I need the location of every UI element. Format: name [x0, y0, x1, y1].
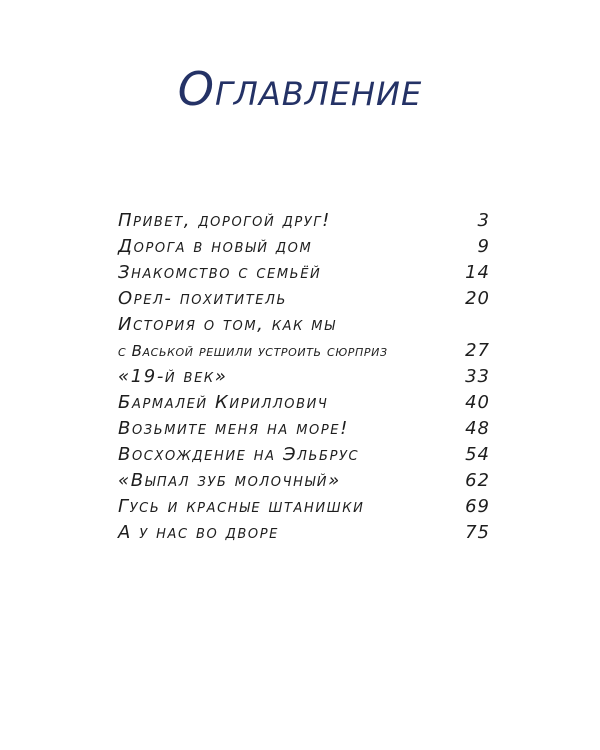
toc-entry [118, 288, 490, 314]
toc-entry-page: 54 [465, 444, 490, 465]
toc-entry-page: 27 [465, 340, 490, 361]
toc-entry-title: История о том, как мы [118, 314, 337, 335]
toc-entry-page: 9 [477, 236, 490, 257]
table-of-contents [118, 210, 490, 548]
toc-title: Оглавление [177, 62, 423, 116]
toc-entry-page: 69 [465, 496, 490, 517]
toc-entry-title: «Выпал зуб молочный» [118, 470, 341, 491]
toc-entry-title: с Васькой решили устроить сюрприз [118, 342, 388, 360]
toc-entry [118, 522, 490, 548]
toc-entry-title: Знакомство с семьёй [118, 262, 322, 283]
toc-entry-title: Привет, дорогой друг! [118, 210, 331, 231]
toc-entry [118, 236, 490, 262]
toc-entry-title: Бармалей Кириллович [118, 392, 329, 413]
toc-entry [118, 418, 490, 444]
toc-entry [118, 340, 490, 366]
toc-entry-title: Возьмите меня на море! [118, 418, 349, 439]
toc-entry-page: 33 [465, 366, 490, 387]
toc-entry [118, 262, 490, 288]
toc-entry-page: 14 [465, 262, 490, 283]
toc-entry-page: 75 [465, 522, 490, 543]
toc-entry [118, 314, 490, 340]
toc-entry-page: 3 [477, 210, 490, 231]
toc-entry-title: Дорога в новый дом [118, 236, 313, 257]
toc-entry [118, 470, 490, 496]
toc-entry-title: Орел- похититель [118, 288, 287, 309]
toc-entry [118, 392, 490, 418]
toc-entry-page: 48 [465, 418, 490, 439]
toc-entry-title: «19-й век» [118, 366, 228, 387]
toc-entry-page: 62 [465, 470, 490, 491]
toc-entry-title: Восхождение на Эльбрус [118, 444, 360, 465]
toc-entry-title: Гусь и красные штанишки [118, 496, 365, 517]
toc-entry [118, 496, 490, 522]
toc-entry-title: А у нас во дворе [118, 522, 279, 543]
toc-entry [118, 210, 490, 236]
toc-entry [118, 444, 490, 470]
toc-entry-page: 20 [465, 288, 490, 309]
toc-entry [118, 366, 490, 392]
toc-entry-page: 40 [465, 392, 490, 413]
